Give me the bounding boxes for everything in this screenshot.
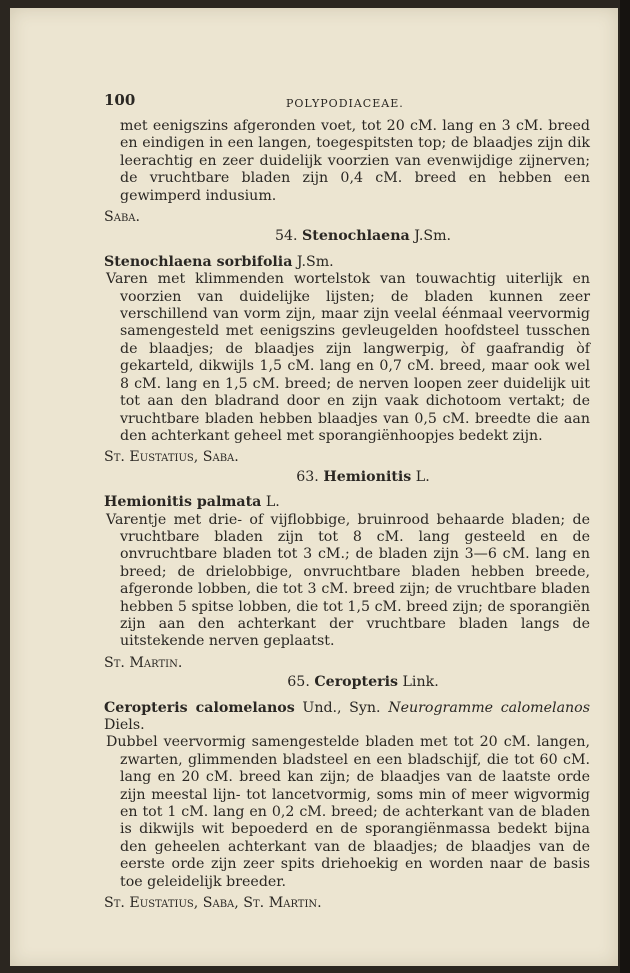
page-number: 100 [104,91,136,109]
description-paragraph: Varen met klimmenden wortelstok van touwachtig uiterlijk en voorzien van duidelijke lijsten; de bladen kunnen zeer verschillend van vorm zijn, maar zijn veelal éénmaal veervormig samengesteld met eenigszins gevleugelden hoofdsteel tusschen de blaadjes; de blaadjes zijn langwerpig, òf gaafrandig òf gekarteld, dikwijls 1,5 cM. lang en 0,7 cM. breed, maar ook wel 8 cM. lang en 1,5 cM. breed; de nerven loopen zeer duidelijk uit tot aan den bladrand door en zijn vaak dichotoom vertakt; de vruchtbare bladen hebben blaadjes van 0,5 cM. breedte die aan den achterkant geheel met sporangiënhoopjes bedekt zijn. [106,271,590,444]
species-heading [96,494,590,511]
description-paragraph: Dubbel veervormig samengestelde bladen met tot 20 cM. langen, zwarten, glimmenden bladsteel en een bladschijf, die tot 60 cM. lang en 20 cM. breed kan zijn; de blaadjes van de laatste orde zijn meestal lijn- tot lancetvormig, soms min of meer wigvormig en tot 1 cM. lang en 0,2 cM. breed; de achterkant van de bladen is dikwijls wit bepoederd en de sporangiënmassa bedekt bijna den geheelen achterkant van de blaadjes; de blaadjes van de eerste orde zijn zeer spits driehoekig en worden naar de basis toe geleidelijk breeder. [106,734,590,890]
genus-heading [136,674,590,691]
species-author: J.Sm. [296,253,334,270]
genus-author: L. [415,468,430,485]
species-name: Ceropteris calomelanos [104,699,295,716]
genus-name: Ceropteris [314,674,398,691]
genus-author: J.Sm. [414,228,452,245]
genus-heading [136,228,590,245]
genus-number: 63. [296,468,319,485]
genus-number: 54. [274,228,298,245]
locality: St. Eustatius, Saba, St. Martin. [104,895,322,912]
genus-author: Link. [402,674,439,691]
species-name: Hemionitis palmata [104,494,262,511]
synonym-name: Neurogramme calomelanos [388,699,590,716]
genus-name: Hemionitis [323,468,412,485]
locality: St. Martin. [104,654,183,671]
running-head: POLYPODIACEAE. [286,97,404,110]
genus-heading [136,469,590,486]
description-paragraph: met eenigszins afgeronden voet, tot 20 cM. lang en 3 cM. breed en eindigen in een langen, toegespitsten top; de blaadjes zijn dik leerachtig en zeer duidelijk voorzien van evenwijdige zijnerven; de vruchtbare bladen zijn 0,4 cM. breed en hebben een gewimperd indusium. [120,118,590,204]
locality: Saba. [104,209,141,226]
species-author: Und., Syn. [302,699,381,716]
genus-number: 65. [287,674,310,691]
species-heading [96,254,590,271]
species-name: Stenochlaena sorbifolia [104,253,293,270]
synonym-author: Diels. [104,717,145,733]
page-header [96,92,590,118]
genus-name: Stenochlaena [302,228,410,245]
species-heading [96,700,590,735]
species-author: L. [265,494,280,511]
locality: St. Eustatius, Saba. [104,449,239,466]
description-paragraph: Varentje met drie- of vijflobbige, bruinrood behaarde bladen; de vruchtbare bladen zijn tot 8 cM. lang gesteeld en de onvruchtbare bladen tot 3 cM.; de bladen zijn 3—6 cM. lang en breed; de drielobbige, onvruchtbare bladen hebben breede, afgeronde lobben, die tot 3 cM. breed zijn; de vruchtbare bladen hebben 5 spitse lobben, die tot 1,5 cM. breed zijn; de sporangiën zijn aan den achterkant der vruchtbare bladen langs de uitstekende nerven geplaatst. [106,511,590,650]
page-edge [620,0,630,973]
page-text [96,92,590,914]
